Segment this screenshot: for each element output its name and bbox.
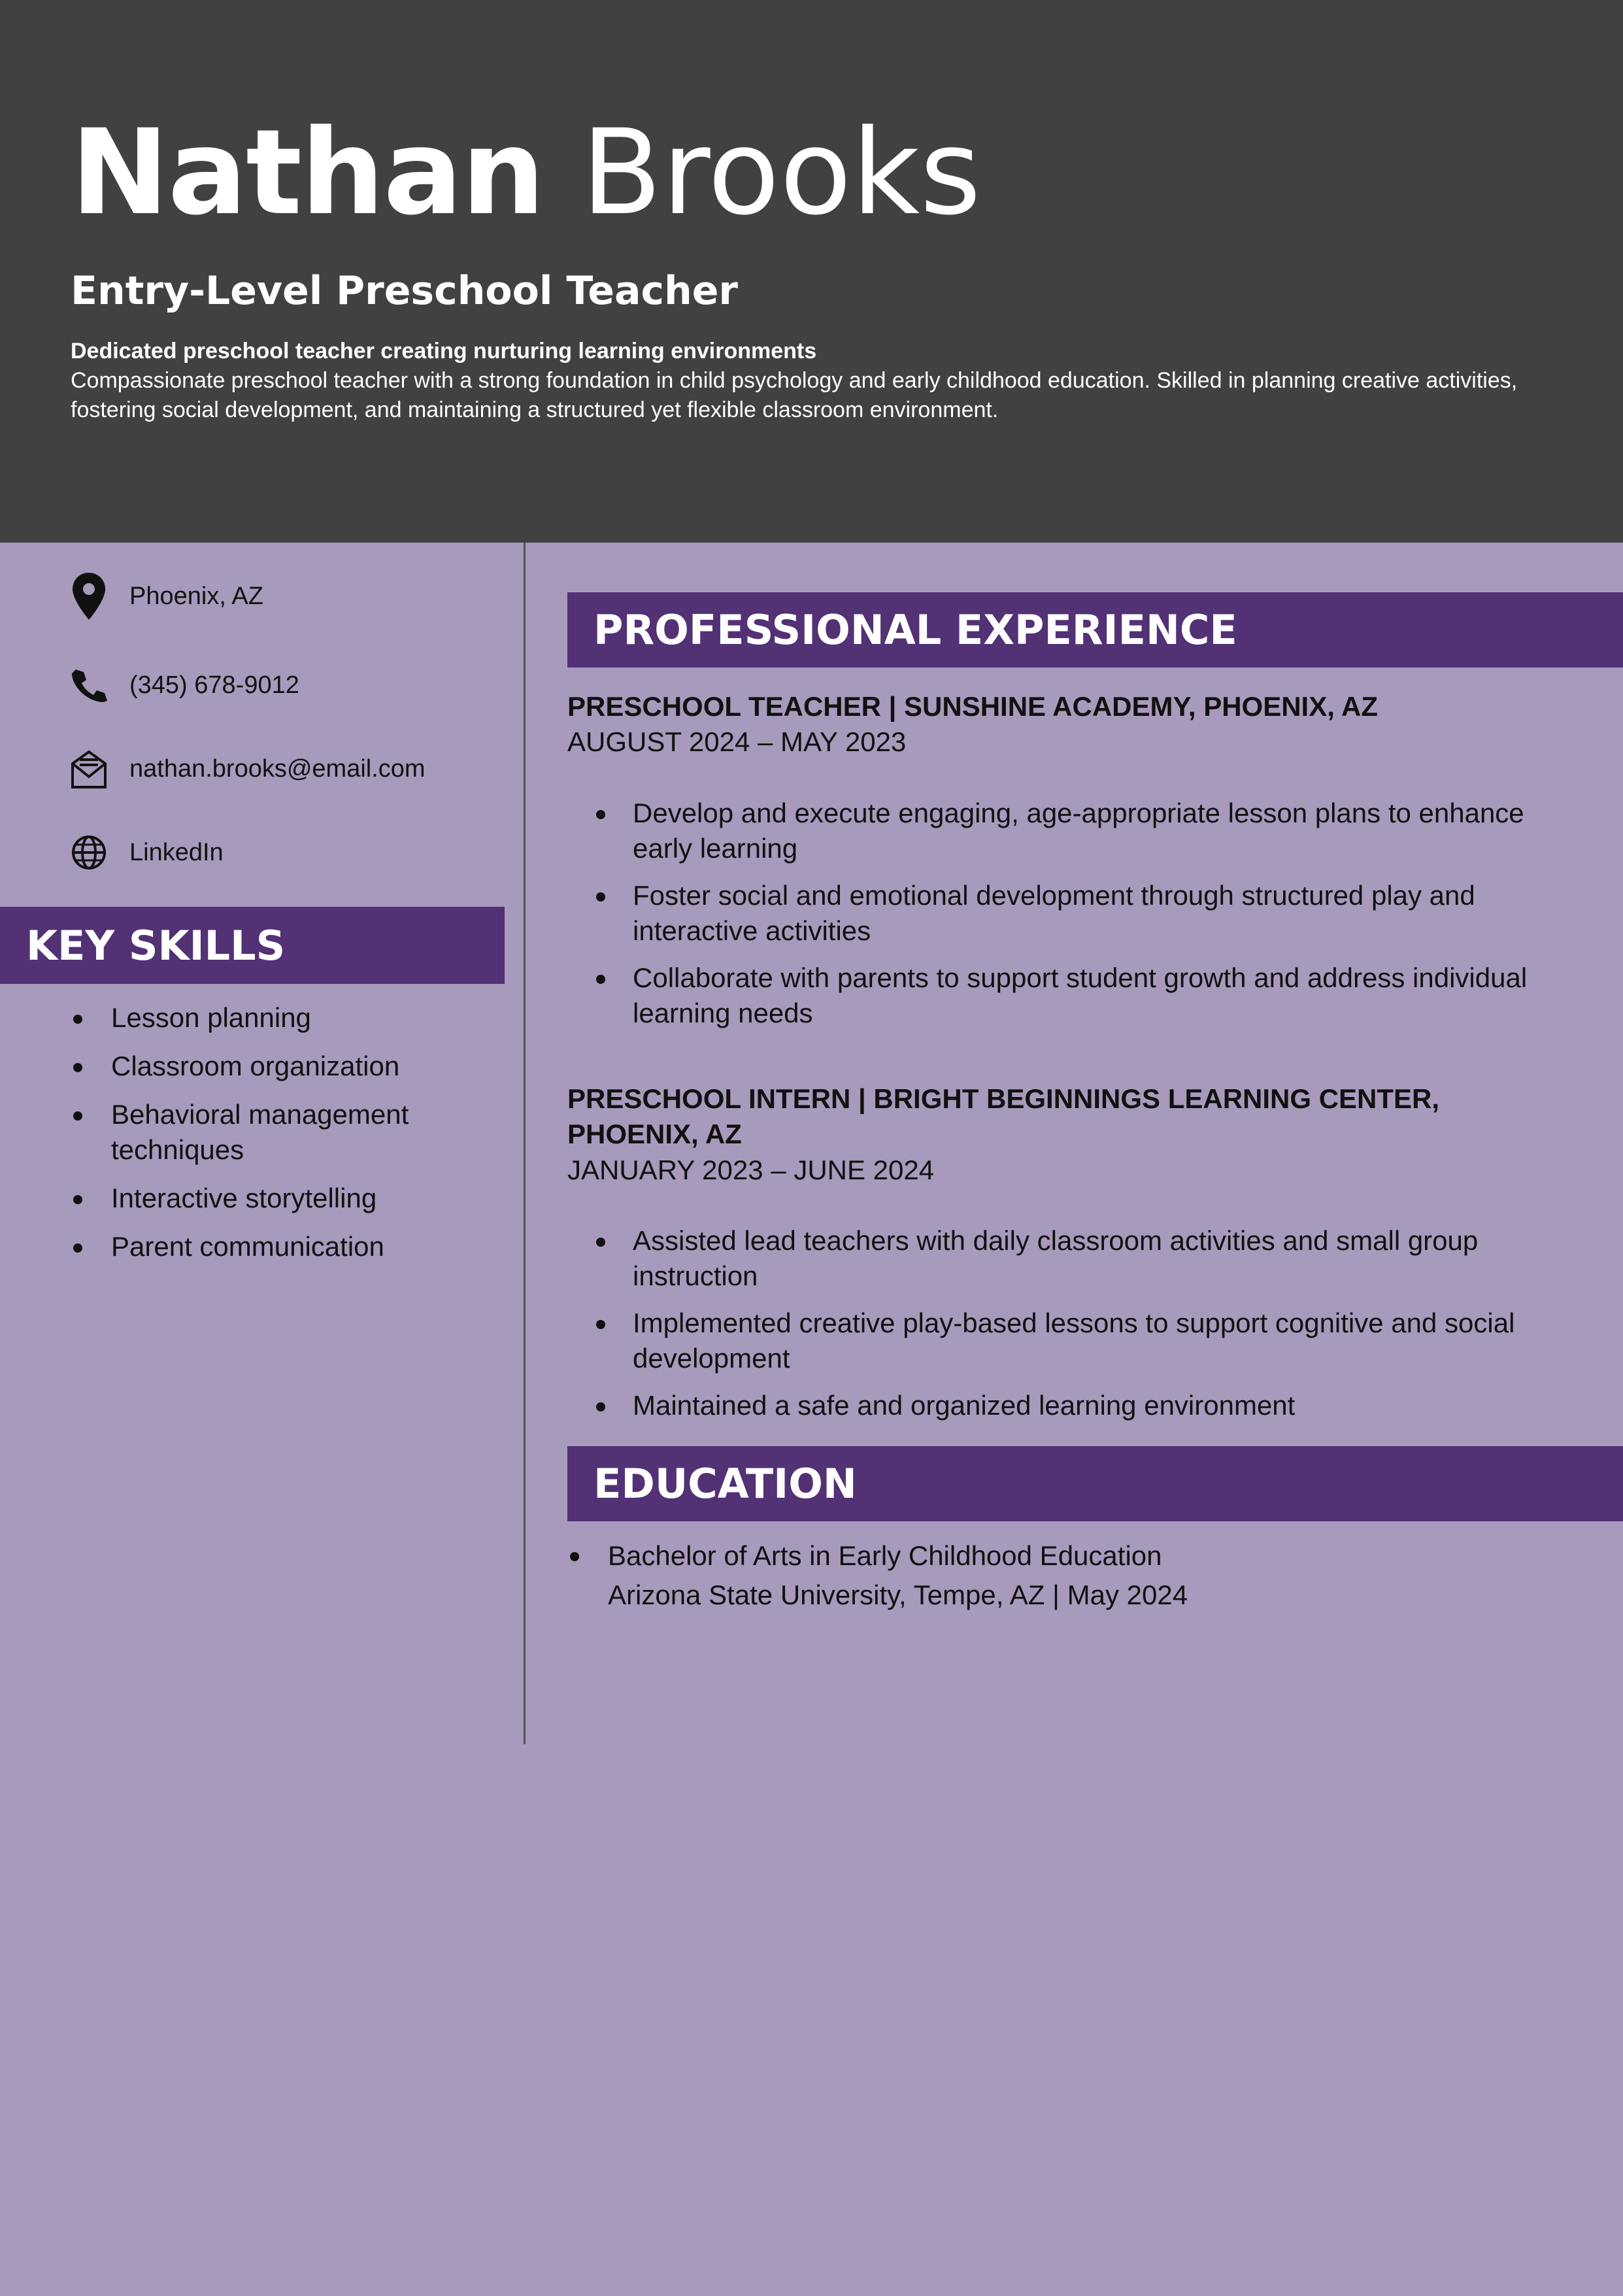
education-list — [567, 1536, 1548, 1615]
job-title: PRESCHOOL INTERN | BRIGHT BEGINNINGS LEARNING CENTER, PHOENIX, AZ — [567, 1083, 1440, 1149]
summary: Compassionate preschool teacher with a strong foundation in child psychology and early childhood education. Skilled in planning creative activities, fostering social development, and maintaining a structured yet flexible classroom environment. — [71, 368, 1518, 422]
list-item — [567, 1536, 1548, 1615]
globe-icon — [71, 826, 107, 879]
job-title: PRESCHOOL TEACHER | SUNSHINE ACADEMY, PHOENIX, AZ — [567, 691, 1379, 722]
list-item: Behavioral management techniques — [71, 1097, 495, 1168]
job-dates: AUGUST 2024 – MAY 2023 — [567, 726, 907, 757]
experience-heading: PROFESSIONAL EXPERIENCE — [567, 592, 1623, 667]
contact-phone — [71, 659, 299, 711]
degree: Bachelor of Arts in Early Childhood Education — [608, 1540, 1162, 1571]
skills-heading: KEY SKILLS — [0, 907, 505, 984]
list-item: Parent communication — [71, 1229, 495, 1264]
first-name: Nathan — [71, 105, 544, 241]
email-link[interactable]: nathan.brooks@email.com — [129, 754, 426, 783]
list-item: Collaborate with parents to support student growth and address individual learning needs — [594, 960, 1574, 1031]
location-text: Phoenix, AZ — [129, 582, 263, 610]
job-bullets — [594, 1223, 1574, 1435]
phone-text: (345) 678-9012 — [129, 671, 299, 699]
header — [0, 0, 1623, 543]
list-item: Maintained a safe and organized learning environment — [594, 1388, 1574, 1423]
job-dates: JANUARY 2023 – JUNE 2024 — [567, 1155, 935, 1185]
list-item: Assisted lead teachers with daily classroom activities and small group instruction — [594, 1223, 1574, 1294]
list-item: Classroom organization — [71, 1049, 495, 1084]
tagline: Dedicated preschool teacher creating nurturing learning environments — [71, 339, 817, 363]
column-divider — [524, 543, 526, 1744]
education-heading: EDUCATION — [567, 1446, 1623, 1521]
list-item: Implemented creative play-based lessons to support cognitive and social development — [594, 1306, 1574, 1376]
phone-icon — [71, 659, 107, 711]
contact-email — [71, 743, 426, 795]
last-name: Brooks — [581, 105, 981, 241]
job-bullets — [594, 796, 1574, 1043]
contact-location — [71, 570, 263, 622]
list-item: Foster social and emotional development through structured play and interactive activities — [594, 878, 1574, 949]
contact-linkedin — [71, 826, 224, 879]
school: Arizona State University, Tempe, AZ | May 2024 — [608, 1579, 1188, 1610]
map-pin-icon — [71, 570, 107, 622]
name — [71, 105, 981, 241]
skills-list — [71, 1000, 495, 1277]
job-role: Entry-Level Preschool Teacher — [71, 268, 739, 314]
list-item: Interactive storytelling — [71, 1181, 495, 1216]
envelope-icon — [71, 743, 107, 795]
list-item: Lesson planning — [71, 1000, 495, 1036]
linkedin-link[interactable]: LinkedIn — [129, 838, 224, 866]
list-item: Develop and execute engaging, age-appropriate lesson plans to enhance early learning — [594, 796, 1574, 866]
